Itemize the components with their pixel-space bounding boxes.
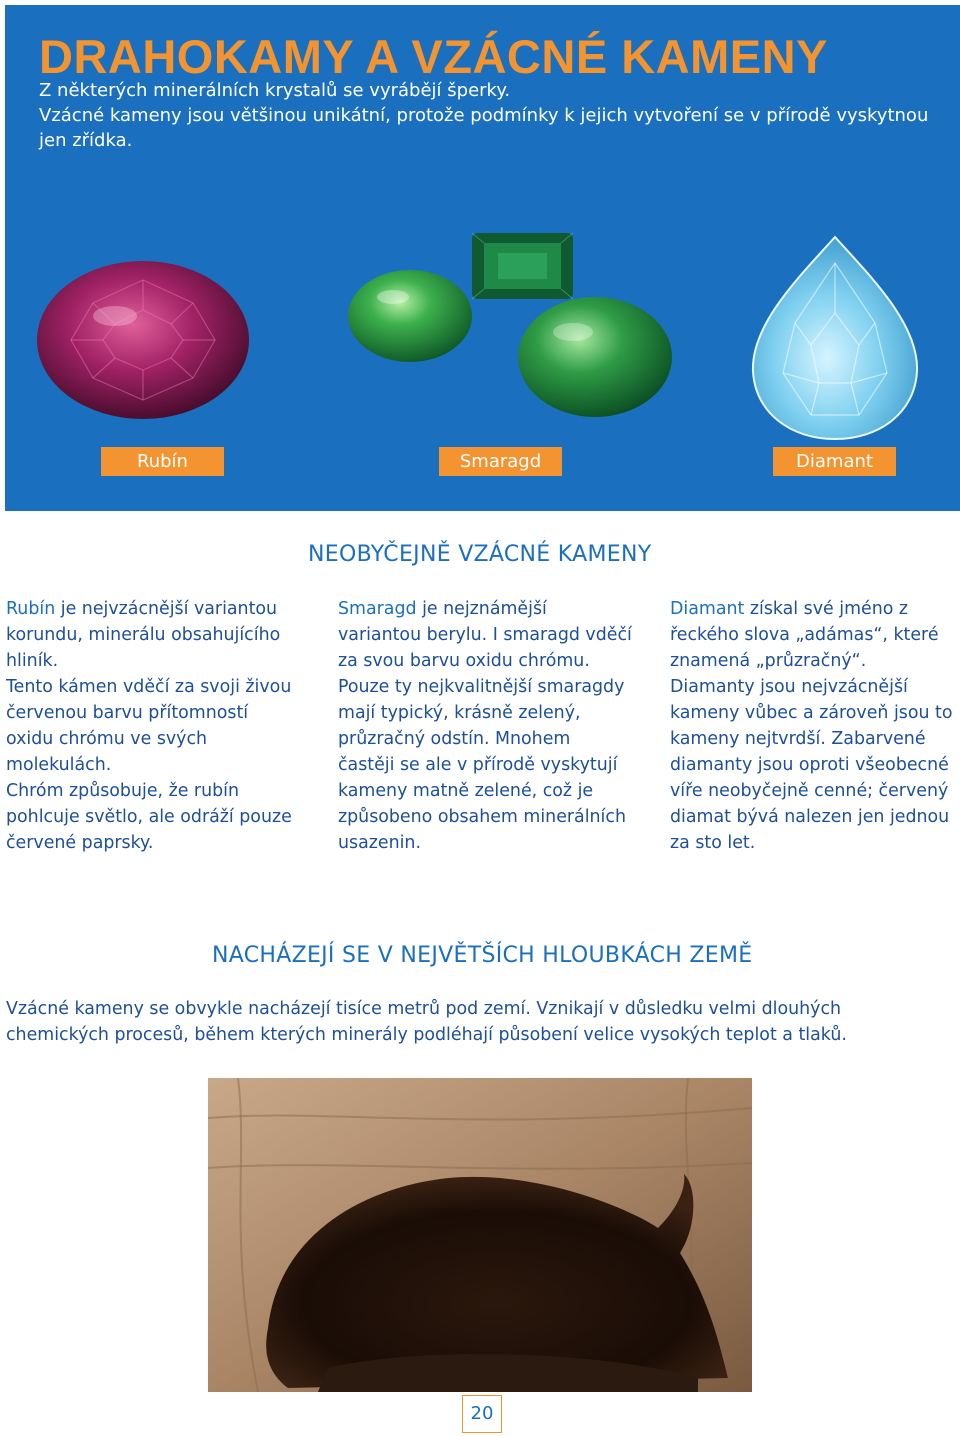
section-heading-depths: NACHÁZEJÍ SE V NEJVĚTŠÍCH HLOUBKÁCH ZEMĚ xyxy=(212,943,753,968)
ruby-paragraph-3: Chróm způsobuje, že rubín pohlcuje světlo, ale odráží pouze červené paprsky. xyxy=(6,781,292,853)
emerald-label: Smaragd xyxy=(439,447,562,476)
diamond-paragraph-2: Diamanty jsou nejvzácnější kameny vůbec a zároveň jsou to kameny nejtvrdší. Zabarvené diamanty jsou oproti všeobecné víře neobyčejně cenné; červený diamat bývá nalezen jen jednou za sto let. xyxy=(670,677,953,853)
emerald-name: Smaragd xyxy=(338,599,417,619)
ruby-image xyxy=(33,258,253,423)
diamond-text-1: získal své jméno z řeckého slova „adámas“, které znamená „průzračný“. xyxy=(670,599,939,671)
emerald-cabochon-large-image xyxy=(515,294,675,420)
diamond-image xyxy=(747,233,923,443)
emerald-cabochon-small-image xyxy=(345,267,475,365)
emerald-column xyxy=(338,596,632,856)
emerald-paragraph-1 xyxy=(338,596,632,674)
emerald-rectangle-image xyxy=(470,231,575,301)
ruby-text-1: je nejvzácnější variantou korundu, minerálu obsahujícího hliník. xyxy=(6,599,281,671)
emerald-paragraph-2: Pouze ty nejkvalitnější smaragdy mají typický, krásně zelený, průzračný odstín. Mnohem častěji se ale v přírodě vyskytují kameny matně zelené, což je způsobeno obsahem minerálních usazenin. xyxy=(338,677,626,853)
hero-intro xyxy=(39,78,939,153)
ruby-name: Rubín xyxy=(6,599,56,619)
intro-line-1: Z některých minerálních krystalů se vyrábějí šperky. xyxy=(39,80,511,101)
ruby-paragraph-2: Tento kámen vděčí za svoji živou červenou barvu přítomností oxidu chrómu ve svých molekulách. xyxy=(6,677,292,775)
section-heading-rare-stones: NEOBYČEJNĚ VZÁCNÉ KAMENY xyxy=(308,542,652,567)
diamond-name: Diamant xyxy=(670,599,745,619)
cave-photo xyxy=(208,1078,752,1392)
page-number: 20 xyxy=(462,1395,502,1433)
ruby-paragraph-1 xyxy=(6,596,294,674)
section2-paragraph: Vzácné kameny se obvykle nacházejí tisíce metrů pod zemí. Vznikají v důsledku velmi dlouhých chemických procesů, během kterých minerály podléhají působení velice vysokých teplot a tlaků. xyxy=(6,999,847,1045)
intro-line-2: Vzácné kameny jsou většinou unikátní, protože podmínky k jejich vytvoření se v přírodě vyskytnou jen zřídka. xyxy=(39,105,929,151)
ruby-column xyxy=(6,596,294,856)
diamond-column xyxy=(670,596,960,856)
hero-panel xyxy=(5,5,960,511)
ruby-label: Rubín xyxy=(101,447,224,476)
page-title: DRAHOKAMY A VZÁCNÉ KAMENY xyxy=(39,30,828,83)
diamond-label: Diamant xyxy=(773,447,896,476)
diamond-paragraph-1 xyxy=(670,596,960,674)
emerald-text-1: je nejznámější variantou berylu. I smaragd vděčí za svou barvu oxidu chrómu. xyxy=(338,599,632,671)
